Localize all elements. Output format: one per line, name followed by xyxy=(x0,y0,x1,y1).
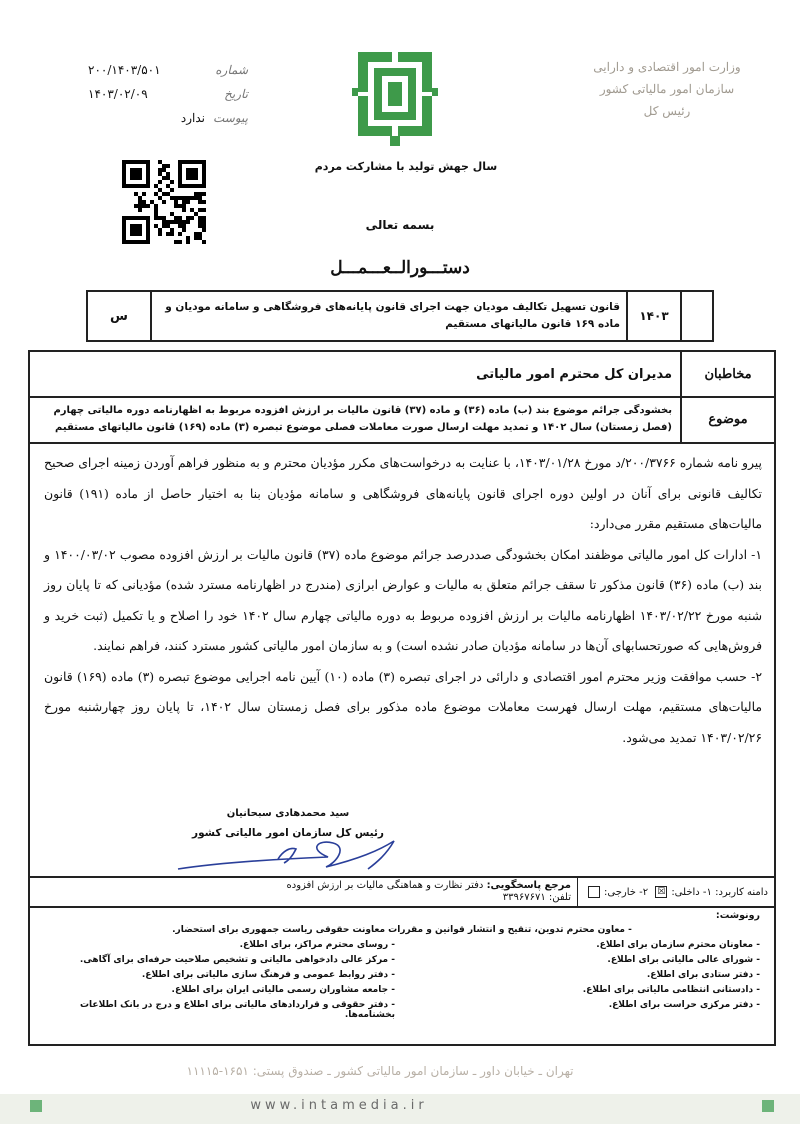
number-value: ۲۰۰/۱۴۰۳/۵۰۱ xyxy=(88,63,161,77)
copies-item: - شورای عالی مالیاتی برای اطلاع. xyxy=(409,955,760,965)
letter-meta xyxy=(88,58,248,130)
title-table-subject: قانون تسهیل تکالیف مودیان جهت اجرای قانون پایانه‌های فروشگاهی و سامانه مودیان و ماده ۱۶۹ قانون مالیاتهای مستقیم xyxy=(150,292,626,340)
addressee-row xyxy=(30,352,774,398)
copies-item: - دادستانی انتظامی مالیاتی برای اطلاع. xyxy=(409,985,760,995)
addressee-label: مخاطبان xyxy=(680,352,774,396)
addressee-value: مدیران کل محترم امور مالیاتی xyxy=(476,366,672,382)
qr-code xyxy=(122,160,206,244)
footer-address: تهران ـ خیابان داور ـ سازمان امور مالیاتی کشور ـ صندوق پستی: ۱۶۵۱-۱۱۱۱۵ xyxy=(186,1064,574,1078)
copies-item: - جامعه مشاوران رسمی مالیاتی ایران برای اطلاع. xyxy=(44,985,395,995)
title-table-year: ۱۴۰۳ xyxy=(626,292,680,340)
attachment-value: ندارد xyxy=(180,111,205,125)
title-table-code: س xyxy=(110,308,128,324)
copies-section xyxy=(44,910,760,1020)
external-label: ۲- خارجی: xyxy=(604,886,649,898)
reference-value: دفتر نظارت و هماهنگی مالیات بر ارزش افزوده xyxy=(286,880,484,891)
copies-item: - دفتر ستادی برای اطلاع. xyxy=(409,970,760,980)
body-paragraph: ۱- ادارات کل امور مالیاتی موظفند امکان بخشودگی صددرصد جرائم موضوع ماده (۳۷) قانون مالیات بر ارزش افزوده مصوب ۱۴۰۰/۰۳/۰۲ و بند (ب) ماده (۳۶) قانون مذکور تا سقف جرائم متعلق به مالیات و عوارض ابرازی (مندرج در اظهارنامه مسترد شده) مؤدیانی که تا پایان روز شنبه مورخ ۱۴۰۳/۰۲/۲۲ اظهارنامه مالیات بر ارزش افزوده مربوط به دوره مالیاتی چهارم سال ۱۴۰۲ خود را اصلاح و یا تکمیل (ثبت خرید و فروش‌هایی که صورتحسابهای آن‌ها در سامانه مؤدیان صادر نشده است) و به سازمان امور مالیاتی کشور مسترد کنند، فراهم نمایند. xyxy=(44,546,762,653)
attachment-label: پیوست xyxy=(213,111,248,125)
copies-item: - مرکز عالی دادخواهی مالیاتی و تشخیص صلاحیت حرفه‌ای برای آگاهی. xyxy=(44,955,395,965)
footer-square-right xyxy=(762,1100,774,1112)
document-title: دستـــورالــعـــمـــل xyxy=(330,258,470,278)
signature-block xyxy=(158,802,418,883)
handwritten-signature xyxy=(158,829,418,883)
internal-checkbox: ☒ xyxy=(657,887,666,897)
copies-item-wide: - معاون محترم تدوین، تنقیح و انتشار قوانین و مقررات معاونت حقوقی ریاست جمهوری برای استحضار. xyxy=(44,925,760,935)
body-paragraph: ۲- حسب موافقت وزیر محترم امور اقتصادی و دارائی در اجرای تبصره (۳) ماده (۱۰) آیین نامه اجرایی موضوع تبصره (۳) ماده (۱۶۹) قانون مالیات‌های مستقیم، مهلت ارسال فهرست معاملات موضوع ماده مذکور برای فصل زمستان سال ۱۴۰۲، تا پایان روز چهارشنبه مورخ ۱۴۰۳/۰۲/۲۶ تمدید می‌شود. xyxy=(44,668,763,745)
footer-url: www.intamedia.ir xyxy=(250,1098,428,1113)
subject-value: بخشودگی جرائم موضوع بند (ب) ماده (۳۶) و ماده (۳۷) قانون مالیات بر ارزش افزوده مربوط به اظهارنامه دوره مالیاتی چهارم (فصل زمستان) سال ۱۴۰۲ و تمدید مهلت ارسال صورت معاملات فصلی موضوع تبصره (۳) ماده (۱۶۹) قانون مالیاتهای مستقیم xyxy=(53,405,672,433)
subject-label: موضوع xyxy=(680,396,774,442)
reference-label: مرجع پاسخگویی: xyxy=(486,880,572,891)
copies-item: - روسای محترم مراکز، برای اطلاع. xyxy=(44,940,395,950)
copies-item: - دفتر مرکزی حراست برای اطلاع. xyxy=(409,1000,760,1020)
signatory-name: سید محمدهادی سبحانیان xyxy=(226,808,350,819)
copies-list xyxy=(44,940,760,1020)
domain-label: دامنه کاربرد: xyxy=(715,886,768,898)
ministry-line: وزارت امور اقتصادی و دارایی xyxy=(593,60,741,74)
ministry-line: سازمان امور مالیاتی کشور xyxy=(599,82,735,96)
copies-header: رونوشت: xyxy=(715,910,760,921)
year-slogan: سال جهش تولید با مشارکت مردم xyxy=(314,160,498,173)
copies-item: - معاونان محترم سازمان برای اطلاع. xyxy=(409,940,760,950)
letter-frame xyxy=(28,350,776,1046)
copies-item: - دفتر روابط عمومی و فرهنگ سازی مالیاتی برای اطلاع. xyxy=(44,970,395,980)
body-paragraph: پیرو نامه شماره ۲۰۰/۳۷۶۶/د مورخ ۱۴۰۳/۰۱/۲۸، با عنایت به درخواست‌های مکرر مؤدیان محترم و به منظور فراهم آوردن زمینه اجرای صحیح تکالیف قانونی برای آنان در اولین دوره اجرای قانون پایانه‌های فروشگاهی و سامانه مؤدیان بنا به اختیار حاصل از ماده (۱۹۱) قانون مالیات‌های مستقیم مقرر می‌دارد: xyxy=(44,455,762,531)
date-value: ۱۴۰۳/۰۲/۰۹ xyxy=(88,87,148,101)
ministry-header xyxy=(582,56,752,122)
letter-body xyxy=(44,448,762,753)
attachment-row xyxy=(88,106,248,130)
internal-label: ۱- داخلی: xyxy=(671,886,712,898)
subject-row xyxy=(30,396,774,444)
tax-organization-logo xyxy=(352,48,438,148)
number-row xyxy=(88,58,248,82)
number-label: شماره xyxy=(215,63,248,77)
copies-item: - دفتر حقوقی و قراردادهای مالیاتی برای اطلاع و درج در بانک اطلاعات بخشنامه‌ها. xyxy=(44,1000,395,1020)
reference-cell xyxy=(30,878,577,906)
date-row xyxy=(88,82,248,106)
title-table xyxy=(86,290,714,342)
reference-phone: تلفن: ۳۳۹۶۷۶۷۱ xyxy=(502,892,572,903)
external-checkbox xyxy=(588,886,600,898)
title-table-blank xyxy=(680,292,712,340)
ministry-line: رئیس کل xyxy=(643,104,691,118)
signatory-title: رئیس کل سازمان امور مالیاتی کشور xyxy=(192,827,384,839)
distribution-bar xyxy=(30,876,774,908)
bismillah: بسمه تعالی xyxy=(365,218,435,232)
date-label: تاریخ xyxy=(224,87,248,101)
domain-cell xyxy=(577,878,774,906)
footer-square-left xyxy=(30,1100,42,1112)
